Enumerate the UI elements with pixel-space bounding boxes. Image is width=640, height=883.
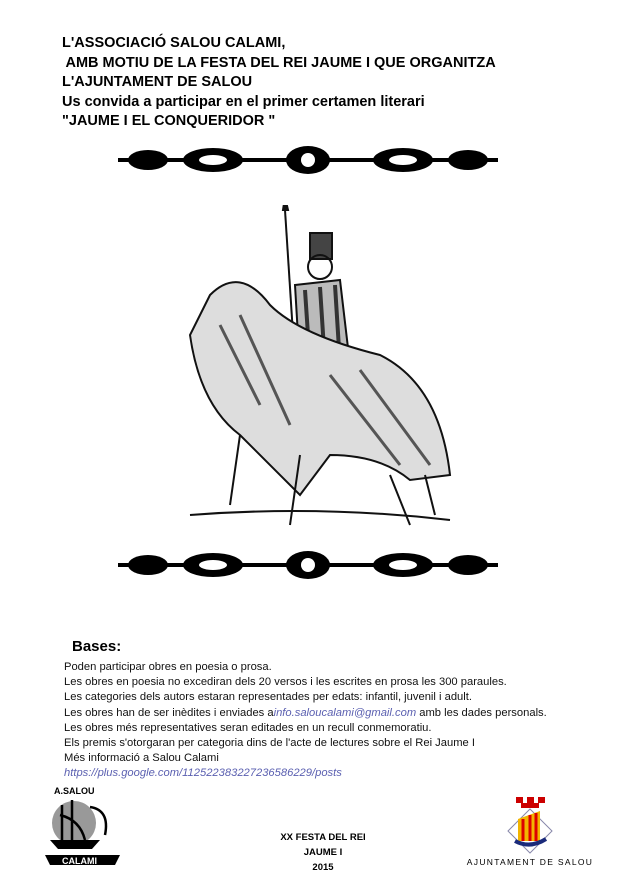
email-suffix: amb les dades personals. xyxy=(416,706,547,719)
google-plus-link[interactable]: https://plus.google.com/112522383227236586229/posts xyxy=(64,767,342,780)
header-line: "JAUME I EL CONQUERIDOR " xyxy=(62,113,276,129)
ornament-bottom xyxy=(118,548,498,582)
bases-line: Les obres més representatives seran editades en un recull conmemoratiu. xyxy=(64,721,432,734)
festival-label xyxy=(268,830,378,875)
festival-year: 2015 xyxy=(312,862,334,873)
bases-line: Més informació a Salou Calami xyxy=(64,752,219,765)
ornament-top xyxy=(118,143,498,177)
bases-line: Poden participar obres en poesia o prosa. xyxy=(64,661,272,673)
bases-title: Bases: xyxy=(72,638,122,655)
invitation-header xyxy=(62,34,496,132)
salou-calami-logo xyxy=(40,785,125,870)
bases-line-email xyxy=(64,706,547,721)
ajuntament-salou-logo xyxy=(460,795,600,875)
bases-text xyxy=(64,660,547,782)
header-line: L'ASSOCIACIÓ SALOU CALAMI, xyxy=(62,35,286,51)
bases-line: Les categories dels autors estaran representades per edats: infantil, juvenil i adult. xyxy=(64,691,472,704)
festival-name: XX FESTA DEL REI JAUME I xyxy=(280,832,366,858)
email-prefix: Les obres han de ser inèdites i enviades a xyxy=(64,706,274,719)
header-line: AMB MOTIU DE LA FESTA DEL REI JAUME I QUE ORGANITZA xyxy=(62,54,496,71)
knight-on-horse-illustration xyxy=(180,205,460,535)
bases-line: Els premis s'otorgaran per categoria dins de l'acte de lectures sobre el Rei Jaume I xyxy=(64,737,475,750)
salou-coat-of-arms-icon xyxy=(460,795,600,855)
svg-text:A.SALOU: A.SALOU xyxy=(54,786,95,796)
ajuntament-caption: AJUNTAMENT DE SALOU xyxy=(466,857,594,867)
email-link[interactable]: info.saloucalami@gmail.com xyxy=(273,706,417,719)
header-line: Us convida a participar en el primer certamen literari xyxy=(62,93,425,110)
header-line: L'AJUNTAMENT DE SALOU xyxy=(62,74,253,90)
svg-text:CALAMI: CALAMI xyxy=(62,856,97,866)
bases-line: Les obres en poesia no excediran dels 20 versos i les escrites en prosa les 300 paraules. xyxy=(64,676,507,689)
